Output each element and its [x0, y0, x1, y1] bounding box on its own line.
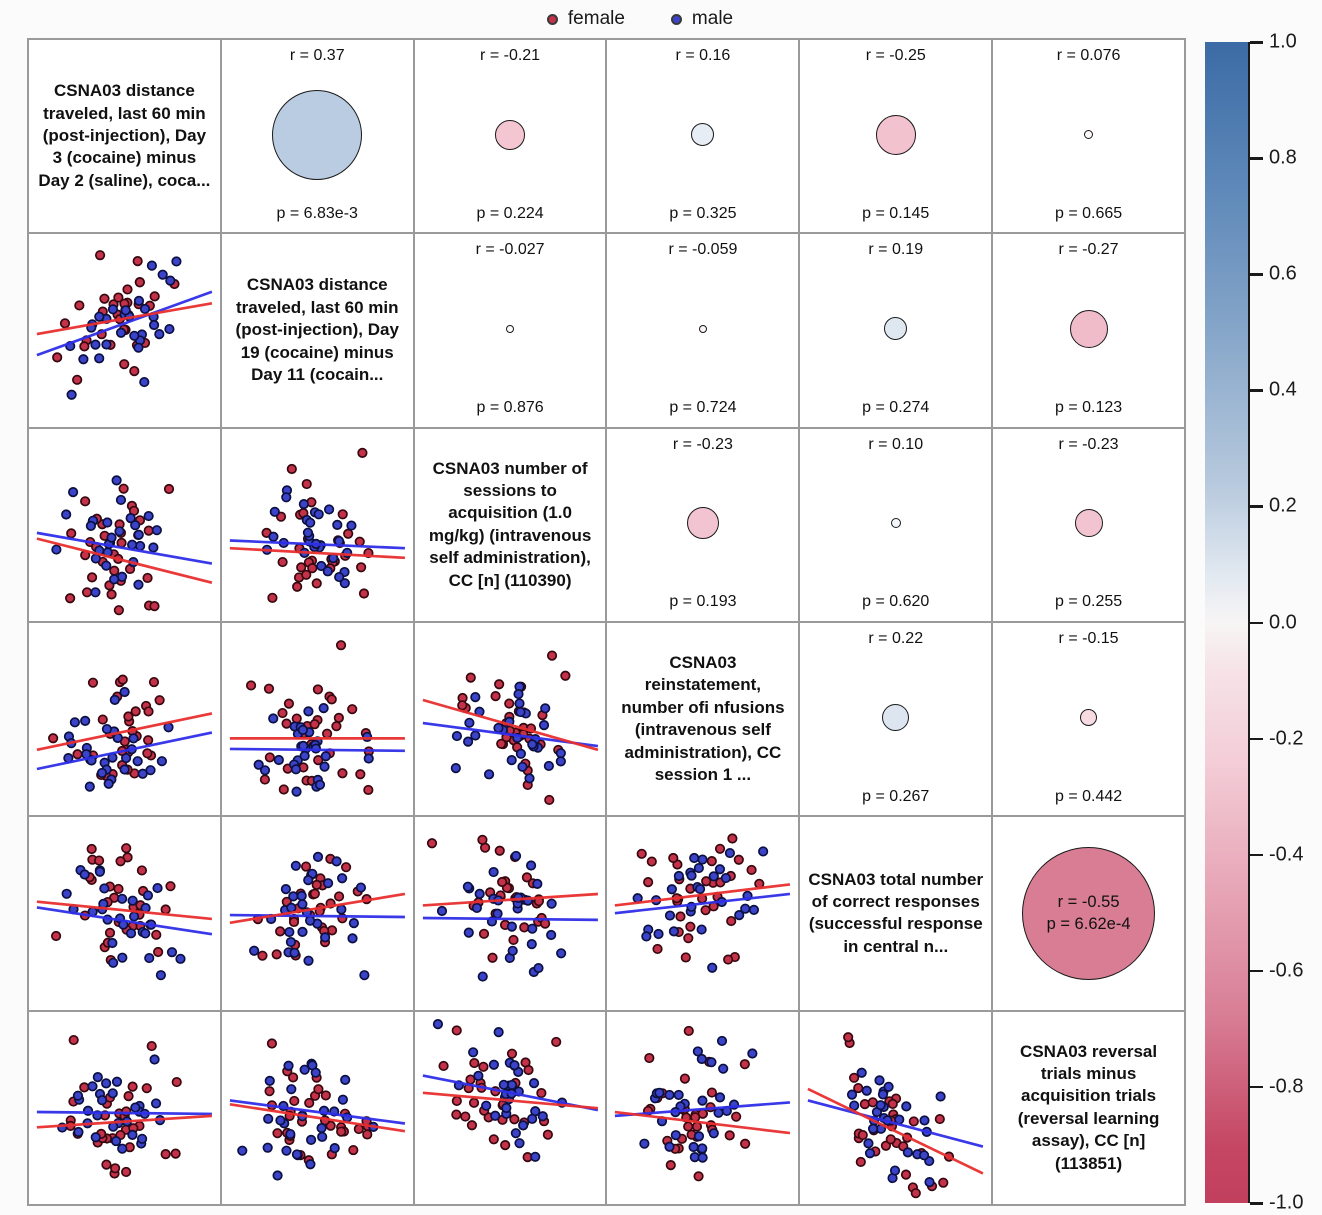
- colorbar-tick-label: 1.0: [1269, 30, 1297, 53]
- colorbar-tick-label: -0.2: [1269, 727, 1304, 750]
- corr-p-text: p = 0.665: [1054, 204, 1123, 222]
- scatter-plot: [607, 1012, 798, 1204]
- corr-p-text: p = 0.255: [1054, 593, 1123, 611]
- corr-r-text: r = -0.25: [865, 47, 926, 64]
- matrix-cell-r6c5: [799, 1011, 992, 1205]
- scatter-points-female: [66, 1035, 181, 1177]
- corr-p-text: p = 0.145: [862, 204, 930, 222]
- correlation-circle: [1022, 847, 1155, 980]
- legend: [0, 4, 1280, 34]
- colorbar-tick: [1250, 1202, 1263, 1205]
- correlation-matrix: [27, 38, 1186, 1206]
- colorbar-tick: [1250, 41, 1263, 44]
- matrix-cell-r3c6: [992, 428, 1185, 622]
- matrix-cell-r1c2: [221, 39, 414, 233]
- corr-r-text: r = -0.23: [672, 435, 733, 453]
- colorbar-tick-label: -1.0: [1269, 1191, 1304, 1214]
- regression-line-male: [37, 1112, 212, 1114]
- colorbar-tick: [1250, 273, 1263, 276]
- colorbar-tick-label: 0.6: [1269, 262, 1297, 285]
- matrix-cell-r6c3: [414, 1011, 607, 1205]
- corr-p-text: p = 0.620: [862, 593, 930, 611]
- scatter-points-female: [439, 1026, 560, 1161]
- colorbar-tick-label: -0.6: [1269, 959, 1304, 982]
- colorbar-tick: [1250, 389, 1263, 392]
- matrix-cell-r5c4: [606, 816, 799, 1010]
- corr-p-text: p = 0.193: [669, 593, 737, 611]
- colorbar-tick-label: 0.4: [1269, 378, 1297, 401]
- matrix-cell-r6c2: [221, 1011, 414, 1205]
- colorbar-tick: [1250, 970, 1263, 973]
- correlation-circle: [882, 704, 909, 731]
- variable-label: CSNA03 number of sessions to acquisition (1.0 mg/kg) (intravenous self administration), CC [n] (110390): [428, 458, 592, 590]
- matrix-cell-r4c4: [606, 622, 799, 816]
- variable-label: CSNA03 distance traveled, last 60 min (post-injection), Day 3 (cocaine) minus Day 2 (saline), coca...: [38, 81, 211, 190]
- matrix-cell-r3c5: [799, 428, 992, 622]
- corr-p-text: p = 0.123: [1054, 399, 1123, 417]
- correlation-circle: [876, 115, 916, 155]
- corr-p-text: p = 0.224: [476, 204, 544, 222]
- corr-p-text: p = 6.62e-4: [1046, 915, 1131, 934]
- corr-r-text: r = 0.19: [868, 241, 924, 259]
- scatter-plot: [415, 1012, 606, 1204]
- corr-r-text: r = 0.076: [1056, 47, 1121, 64]
- colorbar-tick: [1250, 157, 1263, 160]
- matrix-cell-r5c1: [28, 816, 221, 1010]
- matrix-cell-r6c4: [606, 1011, 799, 1205]
- matrix-cell-r5c5: [799, 816, 992, 1010]
- matrix-cell-r4c2: [221, 622, 414, 816]
- correlation-circle: [891, 518, 901, 528]
- scatter-plot: [29, 429, 220, 621]
- scatter-points-male: [641, 1036, 757, 1161]
- corr-r-text: r = -0.21: [480, 47, 541, 64]
- matrix-cell-r1c1: [28, 39, 221, 233]
- correlation-circle: [884, 317, 907, 340]
- scatter-plot: [29, 623, 220, 815]
- correlation-circle: [272, 90, 362, 180]
- regression-line-male: [230, 749, 405, 751]
- matrix-cell-r3c4: [606, 428, 799, 622]
- corr-r-text: r = 0.16: [675, 47, 731, 64]
- matrix-cell-r2c1: [28, 233, 221, 427]
- matrix-cell-r3c1: [28, 428, 221, 622]
- corr-p-text: p = 0.724: [669, 399, 737, 417]
- correlation-circle: [495, 120, 525, 150]
- matrix-cell-r3c2: [221, 428, 414, 622]
- colorbar-tick: [1250, 505, 1263, 508]
- matrix-cell-r2c6: [992, 233, 1185, 427]
- matrix-cell-r4c1: [28, 622, 221, 816]
- corr-r-text: r = -0.55: [1057, 893, 1120, 912]
- scatter-plot: [29, 817, 220, 1009]
- correlation-circle: [687, 507, 719, 539]
- scatter-plot: [222, 1012, 413, 1204]
- colorbar-tick-label: 0.2: [1269, 494, 1297, 517]
- corr-p-text: p = 6.83e-3: [276, 204, 358, 222]
- correlation-circle: [1080, 709, 1097, 726]
- colorbar-gradient: [1205, 42, 1250, 1203]
- matrix-cell-r2c3: [414, 233, 607, 427]
- correlation-circle: [1084, 130, 1093, 139]
- matrix-cell-r2c4: [606, 233, 799, 427]
- scatter-plot: [222, 429, 413, 621]
- corr-p-text: p = 0.274: [862, 399, 930, 417]
- correlation-circle: [699, 325, 707, 333]
- corr-r-text: r = -0.23: [1058, 435, 1119, 453]
- colorbar-tick-label: 0.0: [1269, 611, 1297, 633]
- colorbar: [1205, 30, 1315, 1214]
- corr-p-text: p = 0.267: [862, 787, 930, 805]
- matrix-cell-r5c6: [992, 816, 1185, 1010]
- regression-line-male: [37, 533, 212, 564]
- corr-r-text: r = 0.37: [289, 47, 345, 64]
- matrix-cell-r2c2: [221, 233, 414, 427]
- legend-item-female: [547, 8, 625, 30]
- variable-label: CSNA03 reversal trials minus acquisition trials (reversal learning assay), CC [n] (113851): [1017, 1041, 1160, 1173]
- scatter-points-male: [238, 1059, 378, 1179]
- colorbar-tick: [1250, 1086, 1263, 1089]
- corr-r-text: r = -0.27: [1058, 241, 1119, 259]
- regression-line-female: [230, 894, 405, 923]
- regression-line-female: [423, 894, 598, 905]
- correlation-circle: [1075, 509, 1103, 537]
- corr-p-text: p = 0.876: [476, 399, 544, 417]
- colorbar-tick-label: -0.4: [1269, 843, 1304, 866]
- corr-r-text: r = -0.059: [668, 241, 738, 259]
- matrix-cell-r6c1: [28, 1011, 221, 1205]
- legend-item-male: [671, 8, 733, 30]
- matrix-cell-r2c5: [799, 233, 992, 427]
- legend-label-male: male: [691, 8, 734, 29]
- matrix-cell-r1c3: [414, 39, 607, 233]
- variable-label: CSNA03 distance traveled, last 60 min (post-injection), Day 19 (cocaine) minus Day 11 (cocain...: [235, 275, 399, 385]
- regression-line-male: [423, 918, 598, 920]
- variable-label: CSNA03 reinstatement, number ofi nfusions (intravenous self administration), CC session 1 ...: [621, 652, 785, 785]
- colorbar-tick: [1250, 622, 1263, 625]
- matrix-cell-r1c4: [606, 39, 799, 233]
- colorbar-tick-label: -0.8: [1269, 1075, 1304, 1098]
- regression-line-male: [230, 1100, 405, 1123]
- corr-p-text: p = 0.325: [669, 204, 737, 222]
- scatter-plot: [800, 1012, 991, 1204]
- matrix-cell-r1c5: [799, 39, 992, 233]
- corr-r-text: r = 0.22: [868, 629, 924, 647]
- scatter-plot: [222, 817, 413, 1009]
- matrix-cell-r4c5: [799, 622, 992, 816]
- variable-label: CSNA03 total number of correct responses (successful response in central n...: [808, 869, 984, 956]
- matrix-cell-r4c6: [992, 622, 1185, 816]
- scatter-points-female: [458, 651, 570, 804]
- scatter-plot: [29, 1012, 220, 1204]
- correlation-circle: [506, 325, 514, 333]
- correlation-circle: [1070, 310, 1108, 348]
- corr-r-text: r = 0.10: [868, 435, 924, 453]
- corr-r-text: r = -0.027: [475, 241, 545, 259]
- scatter-plot: [415, 623, 606, 815]
- matrix-cell-r1c6: [992, 39, 1185, 233]
- matrix-cell-r5c3: [414, 816, 607, 1010]
- matrix-cell-r3c3: [414, 428, 607, 622]
- scatter-points-male: [62, 866, 184, 980]
- female-dot-icon: [547, 14, 558, 25]
- corr-r-text: r = -0.15: [1058, 629, 1119, 647]
- legend-label-female: female: [567, 8, 625, 29]
- matrix-cell-r4c3: [414, 622, 607, 816]
- corr-p-text: p = 0.442: [1054, 787, 1123, 805]
- colorbar-tick: [1250, 738, 1263, 741]
- colorbar-tick: [1250, 854, 1263, 857]
- scatter-plot: [29, 234, 220, 426]
- scatter-plot: [222, 623, 413, 815]
- correlation-circle: [691, 123, 714, 146]
- matrix-cell-r5c2: [221, 816, 414, 1010]
- male-dot-icon: [671, 14, 682, 25]
- scatter-plot: [415, 817, 606, 1009]
- matrix-cell-r6c6: [992, 1011, 1185, 1205]
- scatter-plot: [607, 817, 798, 1009]
- colorbar-tick-label: 0.8: [1269, 146, 1297, 169]
